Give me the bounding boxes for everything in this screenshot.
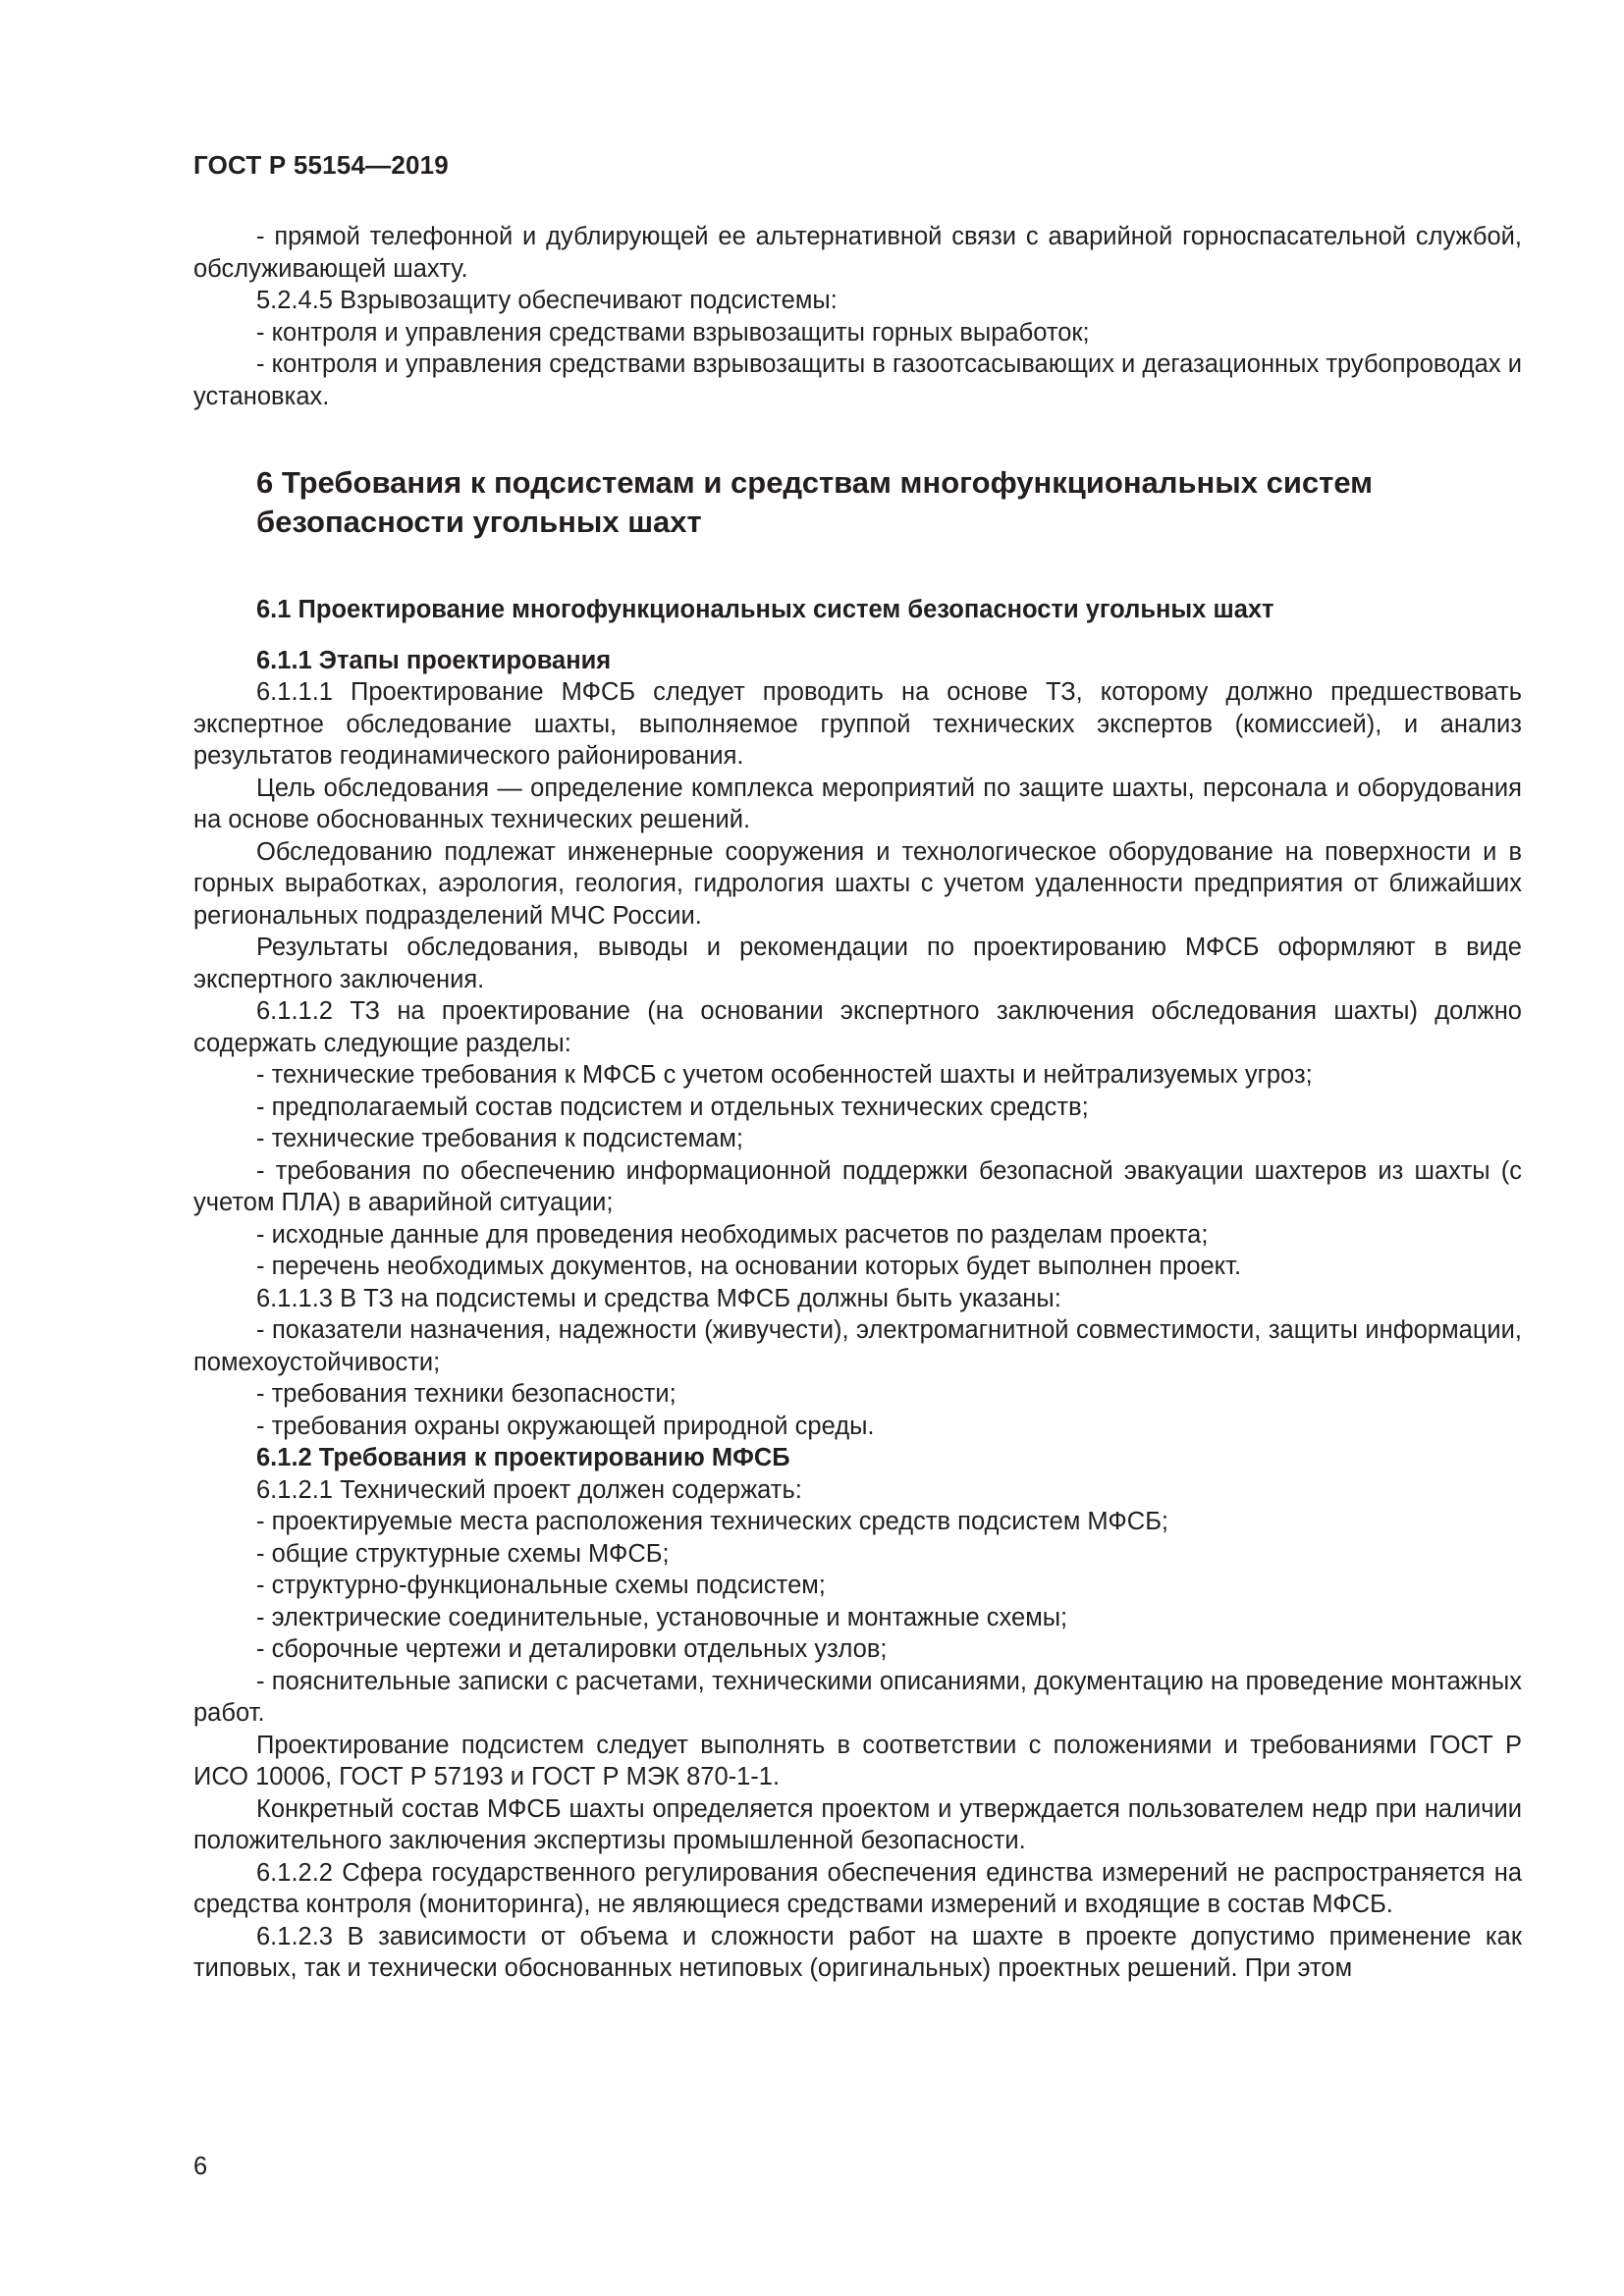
- list-item: - требования по обеспечению информационной поддержки безопасной эвакуации шахтеров из шахты (с учетом ПЛА) в аварийной ситуации;: [193, 1156, 1522, 1216]
- list-item: - перечень необходимых документов, на основании которых будет выполнен проект.: [256, 1253, 1242, 1280]
- paragraph: 6.1.2.1 Технический проект должен содержать:: [256, 1475, 802, 1504]
- section-heading: 6 Требования к подсистемам и средствам многофункциональных систем безопасности угольных шахт: [256, 465, 1374, 539]
- list-item: - предполагаемый состав подсистем и отдельных технических средств;: [256, 1093, 1089, 1121]
- paragraph: - контроля и управления средствами взрывозащиты горных выработок;: [256, 318, 1090, 347]
- paragraph: - прямой телефонной и дублирующей ее альтернативной связи с аварийной горноспасательной службой, обслуживающей шахту.: [193, 223, 1522, 283]
- paragraph: Проектирование подсистем следует выполнять в соответствии с положениями и требованиями ГОСТ Р ИСО 10006, ГОСТ Р 57193 и ГОСТ Р МЭК 870-1-1.: [193, 1731, 1522, 1790]
- paragraph: 6.1.2.3 В зависимости от объема и сложности работ на шахте в проекте допустимо применение как типовых, так и технически обоснованных нетиповых (оригинальных) проектных решений. При этом: [193, 1922, 1522, 1982]
- list-item: - проектируемые места расположения технических средств подсистем МФСБ;: [256, 1508, 1169, 1535]
- paragraph: 5.2.4.5 Взрывозащиту обеспечивают подсистемы:: [256, 287, 838, 314]
- paragraph: Результаты обследования, выводы и рекомендации по проектированию МФСБ оформляют в виде экспертного заключения.: [193, 934, 1522, 993]
- paragraph: 6.1.2.2 Сфера государственного регулирования обеспечения единства измерений не распространяется на средства контроля (мониторинга), не являющиеся средствами измерений и входящие в состав МФСБ.: [193, 1858, 1522, 1918]
- page-number: 6: [193, 2153, 208, 2180]
- subsection-heading: 6.1 Проектирование многофункциональных систем безопасности угольных шахт: [256, 596, 1274, 623]
- list-item: - требования техники безопасности;: [256, 1380, 677, 1408]
- document-header: ГОСТ Р 55154—2019: [193, 150, 449, 180]
- list-item: - требования охраны окружающей природной среды.: [256, 1412, 875, 1440]
- list-item: - структурно-функциональные схемы подсистем;: [256, 1572, 826, 1599]
- subsubsection-heading: 6.1.2 Требования к проектированию МФСБ: [256, 1444, 790, 1471]
- list-item: - показатели назначения, надежности (живучести), электромагнитной совместимости, защиты информации, помехоустойчивости;: [193, 1316, 1522, 1376]
- paragraph: 6.1.1.2 ТЗ на проектирование (на основании экспертного заключения обследования шахты) должно содержать следующие разделы:: [193, 997, 1522, 1057]
- paragraph: - контроля и управления средствами взрывозащиты в газоотсасывающих и дегазационных трубопроводах и установках.: [193, 350, 1522, 410]
- list-item: - электрические соединительные, установочные и монтажные схемы;: [256, 1603, 1068, 1631]
- subsubsection-heading: 6.1.1 Этапы проектирования: [256, 646, 612, 674]
- list-item: - пояснительные записки с расчетами, техническими описаниями, документацию на проведение монтажных работ.: [193, 1667, 1522, 1727]
- paragraph: Цель обследования — определение комплекса мероприятий по защите шахты, персонала и оборудования на основе обоснованных технических решений.: [193, 774, 1522, 833]
- list-item: - исходные данные для проведения необходимых расчетов по разделам проекта;: [256, 1220, 1209, 1249]
- page-body: [193, 221, 1522, 1985]
- paragraph: Обследованию подлежат инженерные сооружения и технологическое оборудование на поверхности и в горных выработках, аэрология, геология, гидрология шахты с учетом удаленности предприятия от ближайших региональных подразделений МЧС России.: [193, 837, 1522, 930]
- list-item: - технические требования к МФСБ с учетом особенностей шахты и нейтрализуемых угроз;: [256, 1061, 1313, 1089]
- paragraph: Конкретный состав МФСБ шахты определяется проектом и утверждается пользователем недр при наличии положительного заключения экспертизы промышленной безопасности.: [193, 1794, 1522, 1854]
- list-item: - технические требования к подсистемам;: [256, 1125, 743, 1152]
- list-item: - общие структурные схемы МФСБ;: [256, 1539, 670, 1568]
- paragraph: 6.1.1.3 В ТЗ на подсистемы и средства МФСБ должны быть указаны:: [256, 1284, 1061, 1312]
- list-item: - сборочные чертежи и деталировки отдельных узлов;: [256, 1635, 888, 1663]
- paragraph: 6.1.1.1 Проектирование МФСБ следует проводить на основе ТЗ, которому должно предшествовать экспертное обследование шахты, выполняемое группой технических экспертов (комиссией), и анализ результатов геодинамического районирования.: [193, 678, 1522, 770]
